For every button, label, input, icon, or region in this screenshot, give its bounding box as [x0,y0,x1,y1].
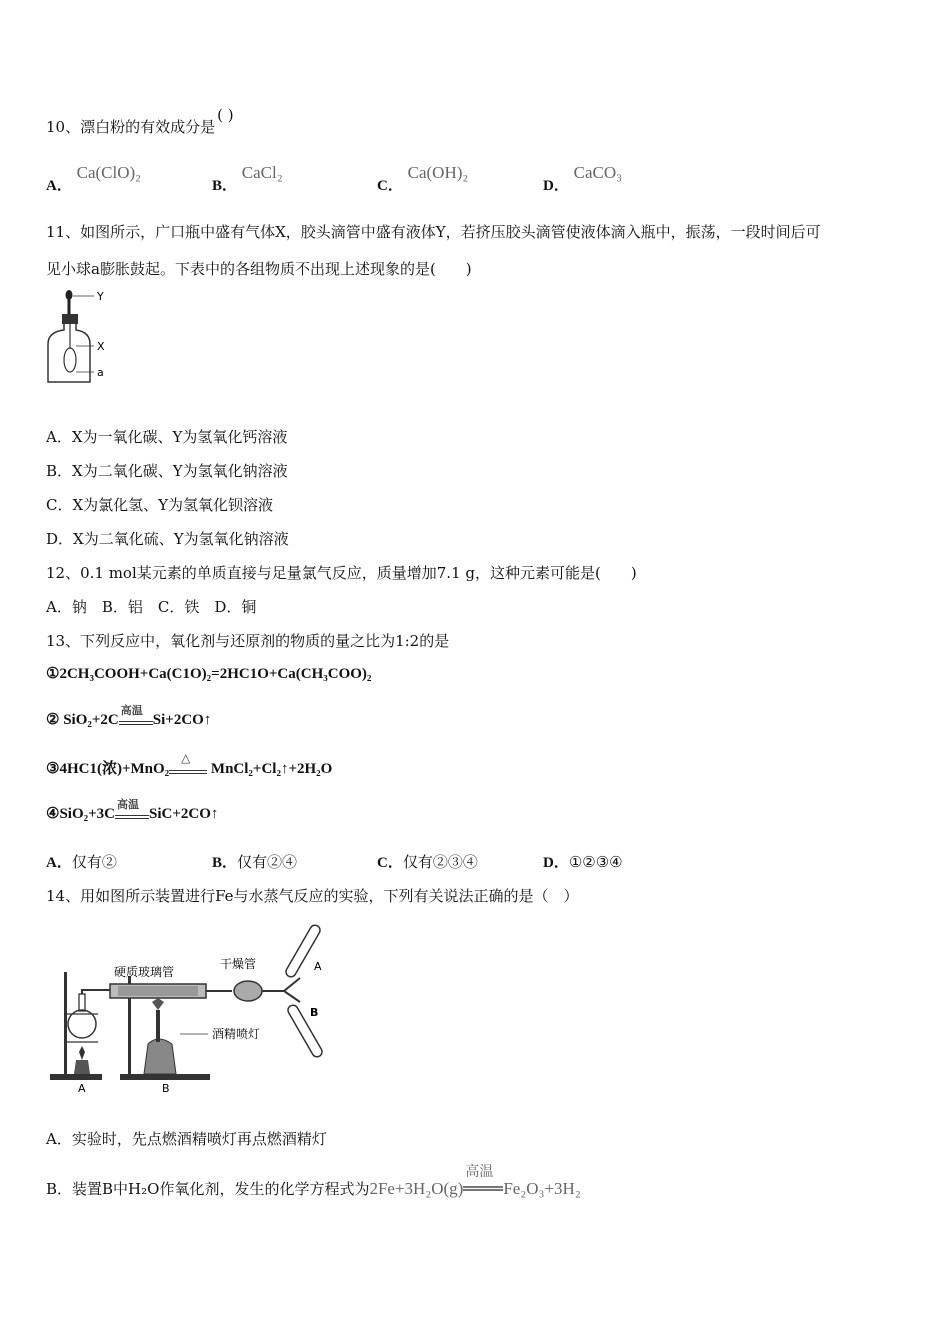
q14-apparatus-figure [48,914,348,1098]
label-y: Y [97,290,104,303]
stopper [62,314,78,324]
label-tube-a: A [314,960,322,973]
q11-option-d: D．X为二氧化硫、Y为氢氧化钠溶液 [46,530,289,548]
condition-high-temp: 高温 [465,1164,494,1180]
q11-stem-line1: 11、如图所示，广口瓶中盛有气体X，胶头滴管中盛有液体Y，若挤压胶头滴管使液体滴入瓶中，振荡，一段时间后可 [46,223,821,241]
label-tube-b: B [310,1006,319,1019]
q14-option-b: B．装置B中H₂O作氧化剂，发生的化学方程式为2Fe+3H₂O(g) 高温 Fe₂O₃+3H₂ [46,1178,581,1199]
q10-option-a: A． Ca(ClO)₂ [46,163,142,194]
q11-option-a: A．X为一氧化碳、Y为氢氧化钙溶液 [46,428,288,446]
stand-rod-a [64,972,67,1074]
label-stand-a: A [78,1082,86,1095]
label-x: X [97,340,105,353]
label-hard-glass-tube: 硬质玻璃管 [114,965,175,979]
label-stand-b: B [162,1082,170,1095]
q13-reaction-2: ② SiO₂+2C 高温 Si+2CO↑ [46,703,212,728]
q13-option-b: B．仅有②④ [212,853,298,871]
stand-base-a [50,1074,102,1080]
q10-option-b: B． CaCl₂ [212,163,283,194]
stand-base-b [120,1074,210,1080]
q14-option-a: A．实验时，先点燃酒精喷灯再点燃酒精灯 [46,1130,327,1148]
q10-option-c: C． Ca(OH)₂ [377,163,469,194]
label-drying-tube: 干燥管 [220,957,257,971]
q13-reaction-4: ④SiO₂+3C 高温 SiC+2CO↑ [46,797,219,822]
q12-options: A．钠 B．铝 C．铁 D．铜 [46,598,257,616]
q13-option-c: C．仅有②③④ [377,853,478,871]
q10-paren: ( ) [217,106,234,124]
q13-reaction-3: ③4HC1(浓)+MnO₂ △ MnCl₂+Cl₂↑+2H₂O [46,750,333,777]
q14-optB-equation-left: 2Fe+3H₂O(g) [369,1179,464,1198]
alcohol-blowtorch [144,1039,176,1074]
drying-tube [234,981,262,1001]
q13-stem: 13、下列反应中，氧化剂与还原剂的物质的量之比为1:2的是 [46,632,450,650]
condition-high-temp: 高温 [120,703,143,717]
label-alcohol-blowtorch: 酒精喷灯 [212,1027,261,1041]
q14-optB-equation-right: Fe₂O₃+3H₂ [503,1179,581,1198]
q13-option-a: A．仅有② [46,853,117,871]
condition-heat: △ [181,750,191,765]
q12-stem: 12、0.1 mol某元素的单质直接与足量氯气反应，质量增加7.1 g，这种元素可能是( ) [46,564,637,582]
q10-stem: 10、漂白粉的有效成分是( ) [46,106,234,136]
balloon-a [64,348,76,372]
q13-option-d: D．①②③④ [543,853,623,871]
spirit-lamp [74,1060,90,1074]
q11-stem-line2: 见小球a膨胀鼓起。下表中的各组物质不出现上述现象的是( ) [46,260,472,278]
q10-option-d: D． CaCO₃ [543,163,623,194]
q13-reaction-1: ①2CH₃COOH+Ca(C1O)₂=2HC1O+Ca(CH₃COO)₂ [46,666,372,682]
bottle-outline [48,324,90,382]
label-a: a [97,366,104,379]
q11-option-b: B．X为二氧化碳、Y为氢氧化钠溶液 [46,462,288,480]
q11-bottle-figure [40,286,120,392]
condition-high-temp: 高温 [117,797,140,811]
q14-stem: 14、用如图所示装置进行Fe与水蒸气反应的实验，下列有关说法正确的是（ ） [46,887,579,905]
dropper-bulb [66,290,73,300]
q11-option-c: C．X为氯化氢、Y为氢氧化钡溶液 [46,496,274,514]
